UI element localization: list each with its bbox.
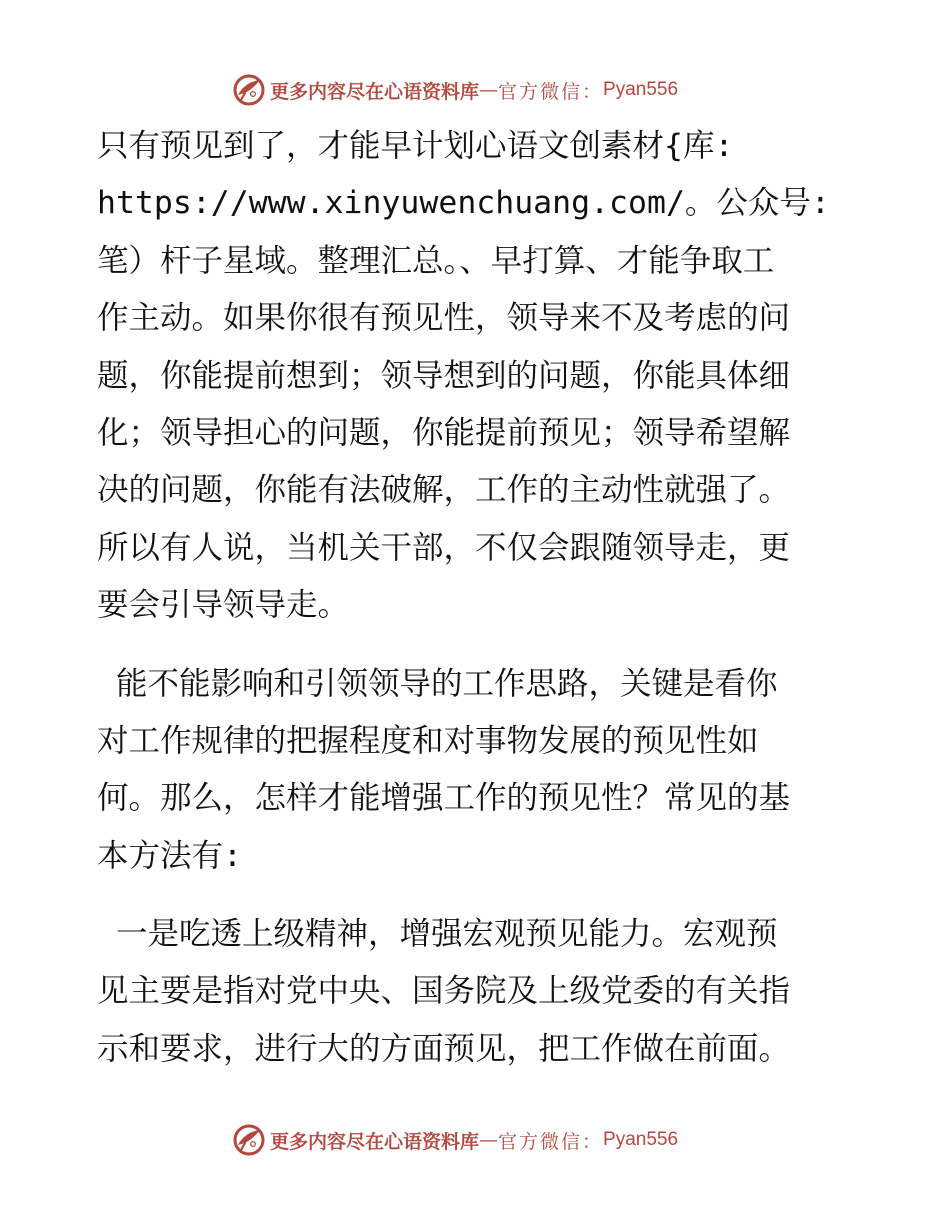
text-line: 所以有人说，当机关干部，不仅会跟随领导走，更	[97, 529, 791, 566]
banner-wechat-label: 官方微信：	[498, 80, 604, 103]
body-text	[97, 118, 857, 1078]
text-line: https://www.xinyuwenchuang.com/。公众号:	[97, 185, 830, 222]
banner-wechat-id: Pyan556	[603, 1129, 679, 1150]
banner-wechat-label: 官方微信：	[498, 1130, 604, 1153]
paragraph	[97, 118, 857, 635]
banner-title: 更多内容尽在心语资料库	[270, 1130, 480, 1153]
text-line: 一是吃透上级精神，增强宏观预见能力。宏观预	[97, 916, 778, 953]
text-line: 作主动。如果你很有预见性，领导来不及考虑的问	[97, 300, 791, 337]
text-line: 笔）杆子星域。整理汇总。、早打算、才能争取工	[97, 242, 775, 279]
paragraph	[97, 656, 857, 886]
paragraph-spacer	[97, 885, 857, 906]
text-line: 见主要是指对党中央、国务院及上级党委的有关指	[97, 973, 791, 1010]
banner-title: 更多内容尽在心语资料库	[270, 80, 480, 103]
quill-logo-icon	[232, 1123, 266, 1157]
text-line: 题，你能提前想到；领导想到的问题，你能具体细	[97, 357, 791, 394]
paragraph-spacer	[97, 635, 857, 656]
footer-banner	[232, 1120, 732, 1160]
text-line: 示和要求，进行大的方面预见，把工作做在前面。	[97, 1030, 791, 1067]
banner-separator: —	[479, 1129, 499, 1151]
text-line: 能不能影响和引领领导的工作思路，关键是看你	[97, 665, 778, 702]
header-banner	[232, 70, 732, 110]
text-line: 只有预见到了，才能早计划心语文创素材{库:	[97, 128, 734, 164]
text-line: 要会引导领导走。	[97, 587, 350, 624]
text-line: 决的问题，你能有法破解，工作的主动性就强了。	[97, 472, 791, 509]
text-line: 对工作规律的把握程度和对事物发展的预见性如	[97, 722, 759, 759]
text-line: 化；领导担心的问题，你能提前预见；领导希望解	[97, 414, 791, 451]
text-line: 何。那么，怎样才能增强工作的预见性？常见的基	[97, 780, 791, 817]
banner-wechat-id: Pyan556	[603, 79, 679, 100]
quill-logo-icon	[232, 73, 266, 107]
paragraph	[97, 906, 857, 1078]
text-line: 本方法有:	[97, 837, 242, 874]
banner-separator: —	[479, 79, 499, 101]
